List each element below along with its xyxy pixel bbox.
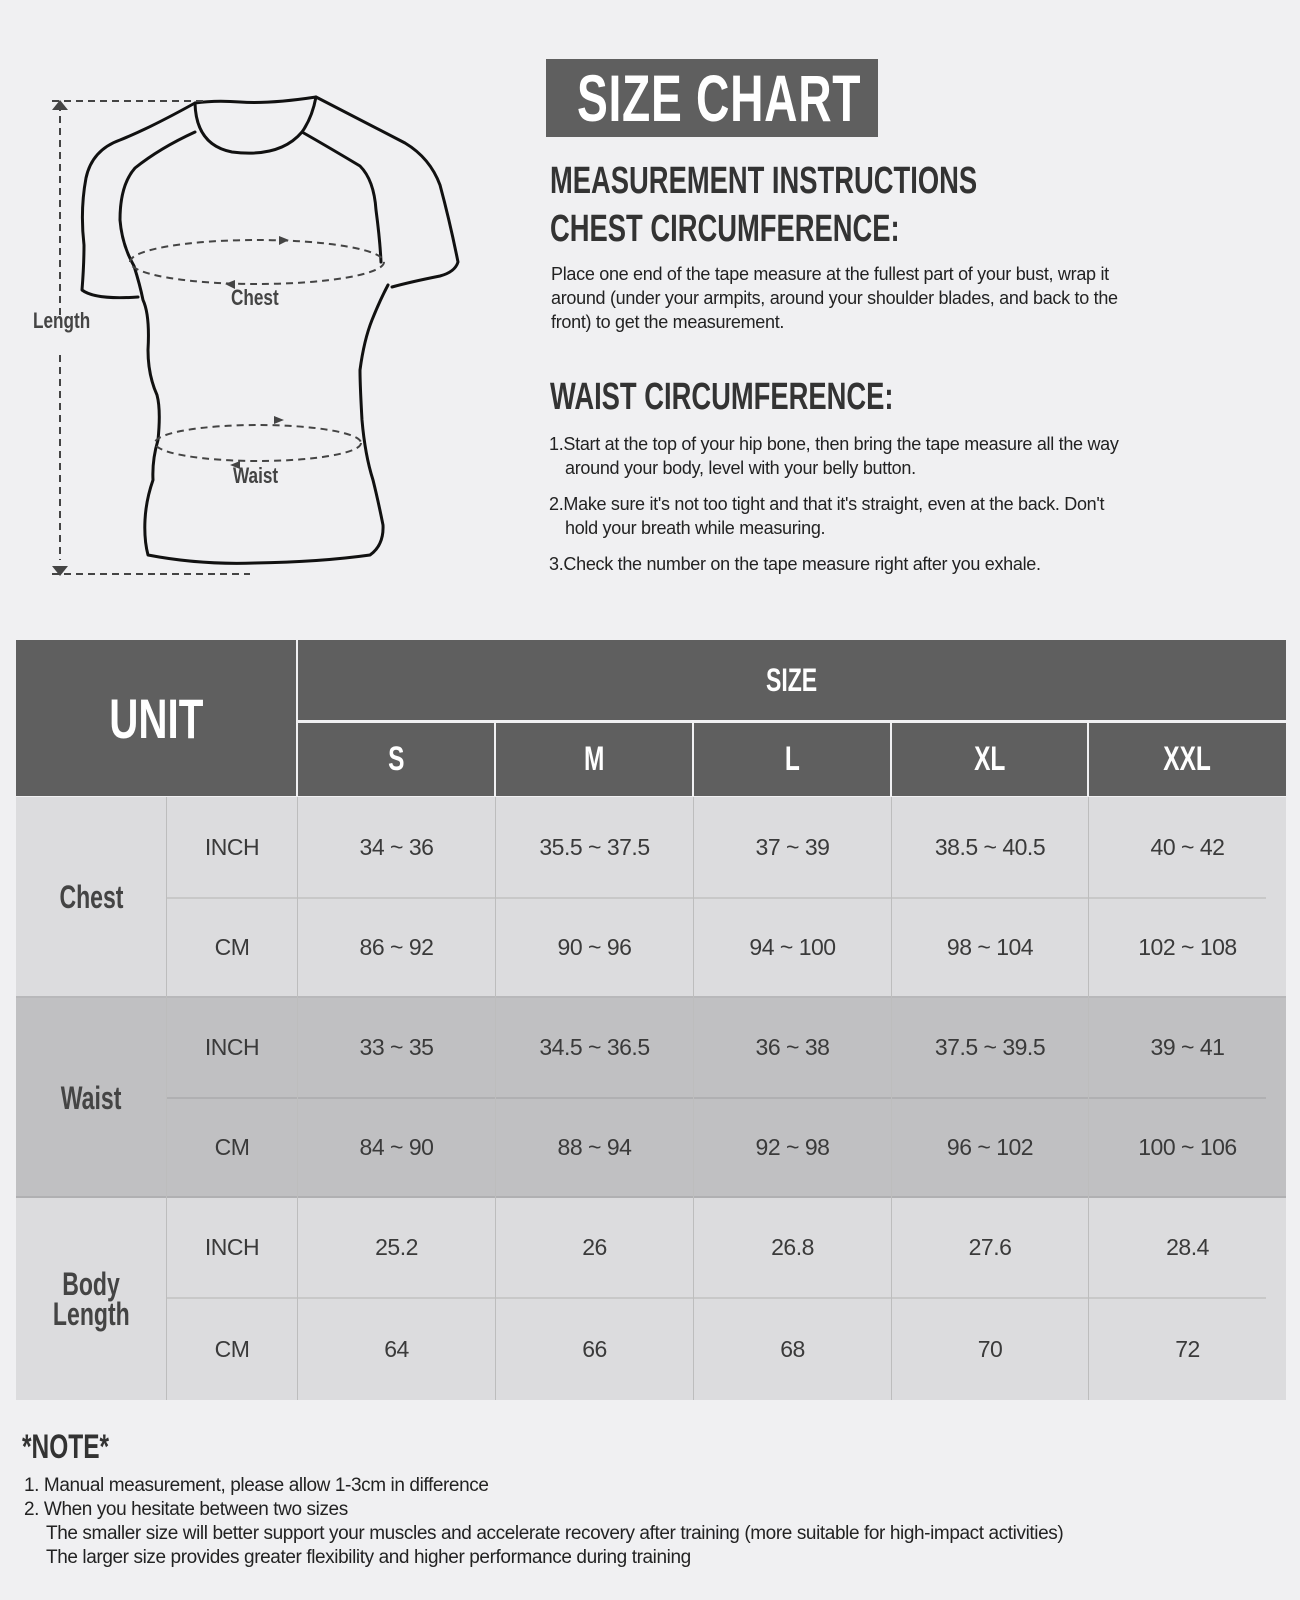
table-cell: 36 ~ 38 [755, 1034, 830, 1060]
waist-step: 1.Start at the top of your hip bone, then bring the tape measure all the way around your body, level with your belly button. [549, 434, 1119, 478]
table-cell: 28.4 [1166, 1234, 1209, 1260]
table-cell: 64 [384, 1336, 409, 1362]
chest-label: Chest [231, 285, 279, 310]
waist-label: Waist [233, 463, 279, 488]
group-label-waist: Waist [60, 1079, 122, 1116]
size-header: SIZE [298, 640, 1286, 720]
table-cell: 94 ~ 100 [749, 934, 836, 960]
size-col-xl: XL [892, 723, 1087, 796]
table-cell: 68 [780, 1336, 805, 1362]
unit-cell: INCH [204, 833, 260, 860]
size-table [16, 640, 1286, 1400]
size-col-s: S [298, 723, 494, 796]
chest-instructions [551, 262, 1211, 334]
table-cell: 88 ~ 94 [557, 1134, 632, 1160]
length-label: Length [33, 308, 91, 333]
size-chart-title-banner [546, 59, 878, 137]
chest-circumference-heading: CHEST CIRCUMFERENCE: [550, 208, 900, 250]
table-cell: 25.2 [375, 1234, 418, 1260]
table-cell: 34 ~ 36 [359, 833, 434, 860]
waist-step: 3.Check the number on the tape measure right after you exhale. [549, 554, 1041, 574]
table-cell: 35.5 ~ 37.5 [539, 833, 650, 860]
size-col-xxl: XXL [1089, 723, 1286, 796]
table-cell: 96 ~ 102 [946, 1134, 1034, 1160]
waist-step: 2.Make sure it's not too tight and that it's straight, even at the back. Don't hold your breath while measuring. [549, 494, 1105, 538]
table-cell: 102 ~ 108 [1138, 934, 1237, 960]
unit-cell: CM [214, 1134, 250, 1160]
note-subitem: The larger size provides greater flexibility and higher performance during training [46, 1547, 691, 1568]
waist-circumference-heading: WAIST CIRCUMFERENCE: [550, 376, 894, 418]
group-label-chest: Chest [58, 879, 124, 915]
table-cell: 86 ~ 92 [359, 934, 434, 960]
unit-cell: CM [214, 934, 250, 960]
table-cell: 34.5 ~ 36.5 [539, 1034, 650, 1060]
waist-instructions [549, 432, 1229, 576]
unit-cell: INCH [204, 1034, 260, 1060]
unit-cell: INCH [204, 1234, 260, 1260]
note-item: 2. When you hesitate between two sizes [24, 1499, 348, 1520]
table-cell: 70 [977, 1336, 1003, 1362]
table-cell: 90 ~ 96 [557, 934, 632, 960]
table-cell: 33 ~ 35 [359, 1034, 434, 1060]
table-cell: 98 ~ 104 [946, 934, 1034, 960]
note-item: 1. Manual measurement, please allow 1-3cm in difference [24, 1475, 489, 1496]
unit-cell: CM [214, 1336, 250, 1362]
notes-list [24, 1474, 1063, 1570]
table-cell: 37 ~ 39 [755, 833, 830, 860]
measurement-instructions-heading: MEASUREMENT INSTRUCTIONS [550, 160, 978, 202]
table-cell: 72 [1175, 1336, 1200, 1362]
note-subitem: The smaller size will better support your muscles and accelerate recovery after training (more suitable for high-impact activities) [46, 1523, 1064, 1544]
table-cell: 38.5 ~ 40.5 [934, 833, 1046, 860]
table-cell: 92 ~ 98 [755, 1134, 830, 1160]
tshirt-measurement-diagram [0, 80, 480, 580]
chest-line: Place one end of the tape measure at the fullest part of your bust, wrap it [551, 264, 1109, 284]
chest-line: front) to get the measurement. [551, 312, 785, 332]
table-cell: 27.6 [968, 1234, 1012, 1260]
table-cell: 37.5 ~ 39.5 [934, 1034, 1046, 1060]
chest-line: around (under your armpits, around your shoulder blades, and back to the [551, 288, 1118, 308]
table-cell: 26.8 [771, 1234, 814, 1260]
note-heading: *NOTE* [22, 1428, 110, 1466]
group-label-body-length: Body Length [52, 1266, 130, 1332]
table-cell: 84 ~ 90 [359, 1134, 434, 1160]
table-cell: 40 ~ 42 [1150, 833, 1225, 860]
size-col-m: M [496, 723, 692, 796]
table-cell: 39 ~ 41 [1150, 1034, 1225, 1060]
table-cell: 100 ~ 106 [1138, 1134, 1237, 1160]
table-cell: 66 [582, 1336, 607, 1362]
size-col-l: L [694, 723, 890, 796]
unit-header: UNIT [16, 640, 296, 796]
page-title: SIZE CHART [577, 61, 862, 135]
table-cell: 26 [582, 1234, 607, 1260]
